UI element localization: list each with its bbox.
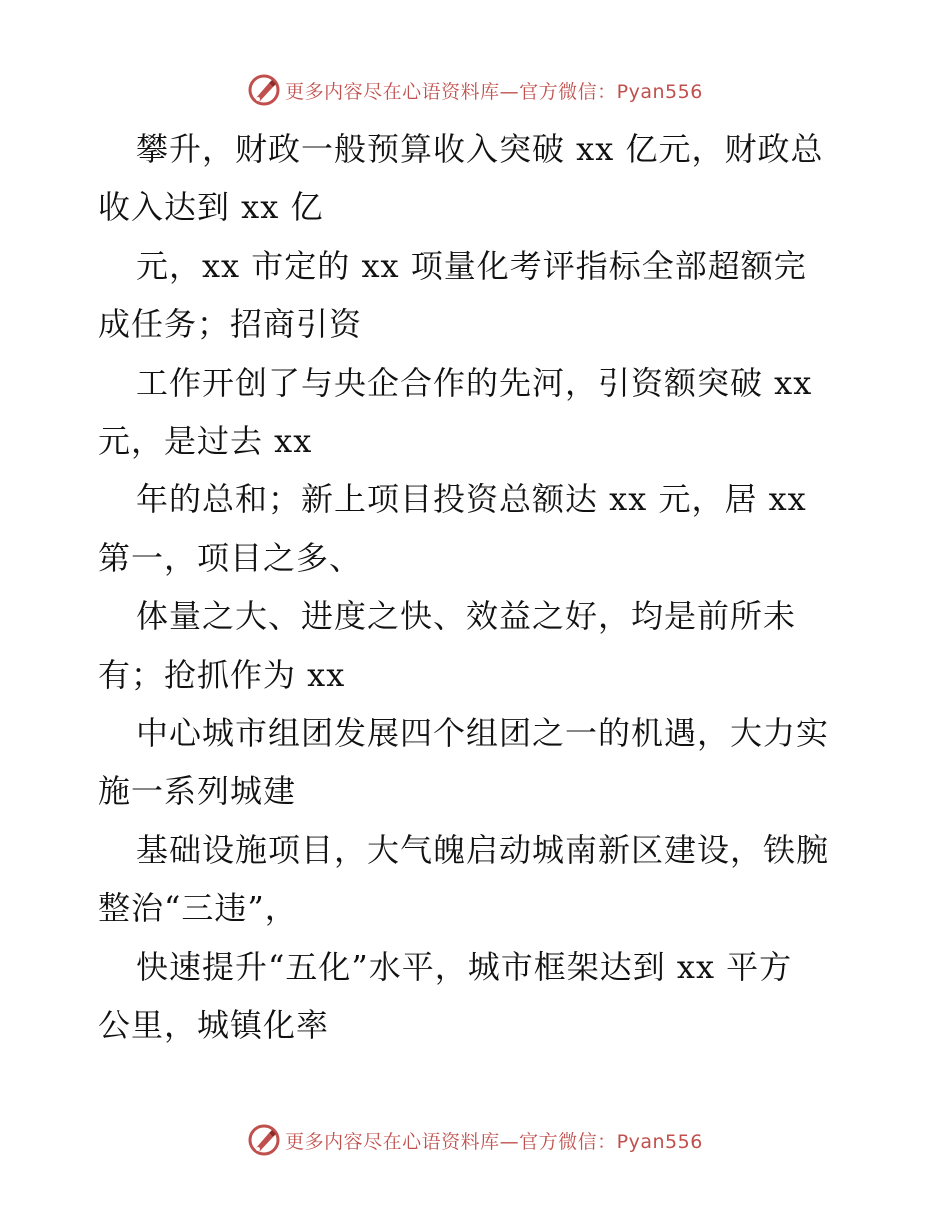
- watermark-text: 更多内容尽在心语资料库—官方微信：Pyan556: [285, 80, 703, 103]
- paragraph-line: 收入达到 xx 亿: [98, 188, 324, 227]
- paragraph: [98, 704, 858, 821]
- paragraph-line: 第一，项目之多、: [98, 538, 363, 577]
- paragraph-line: 施一系列城建: [98, 772, 297, 811]
- paragraph-line: 公里，城镇化率: [98, 1006, 330, 1045]
- paragraph-line: 元，xx 市定的 xx 项量化考评指标全部超额完: [136, 246, 807, 285]
- paragraph-line: 年的总和；新上项目投资总额达 xx 元，居 xx: [136, 480, 807, 519]
- paragraph: [98, 120, 858, 237]
- paragraph-line: 攀升，财政一般预算收入突破 xx 亿元，财政总: [136, 130, 824, 168]
- paragraph: [98, 587, 858, 704]
- paragraph: [98, 354, 858, 471]
- paragraph-line: 成任务；招商引资: [98, 305, 363, 344]
- header-watermark: [0, 70, 950, 110]
- paragraph-line: 基础设施项目，大气魄启动城南新区建设，铁腕: [136, 830, 830, 869]
- watermark-text: 更多内容尽在心语资料库—官方微信：Pyan556: [285, 1130, 703, 1153]
- paragraph-line: 快速提升“五化”水平，城市框架达到 xx 平方: [136, 947, 793, 986]
- paragraph: [98, 821, 858, 938]
- paragraph: [98, 938, 858, 1055]
- footer-watermark: [0, 1120, 950, 1160]
- document-body: [98, 120, 858, 1055]
- pen-logo-icon: [247, 1123, 281, 1157]
- paragraph-line: 有；抢抓作为 xx: [98, 655, 346, 694]
- paragraph: [98, 237, 858, 354]
- paragraph-line: 元，是过去 xx: [98, 422, 313, 461]
- paragraph-line: 整治“三违”，: [98, 889, 298, 928]
- pen-logo-icon: [247, 73, 281, 107]
- paragraph-line: 中心城市组团发展四个组团之一的机遇，大力实: [136, 714, 830, 753]
- paragraph-line: 体量之大、进度之快、效益之好，均是前所未: [136, 597, 797, 636]
- paragraph-line: 工作开创了与央企合作的先河，引资额突破 xx: [136, 363, 813, 402]
- paragraph: [98, 470, 858, 587]
